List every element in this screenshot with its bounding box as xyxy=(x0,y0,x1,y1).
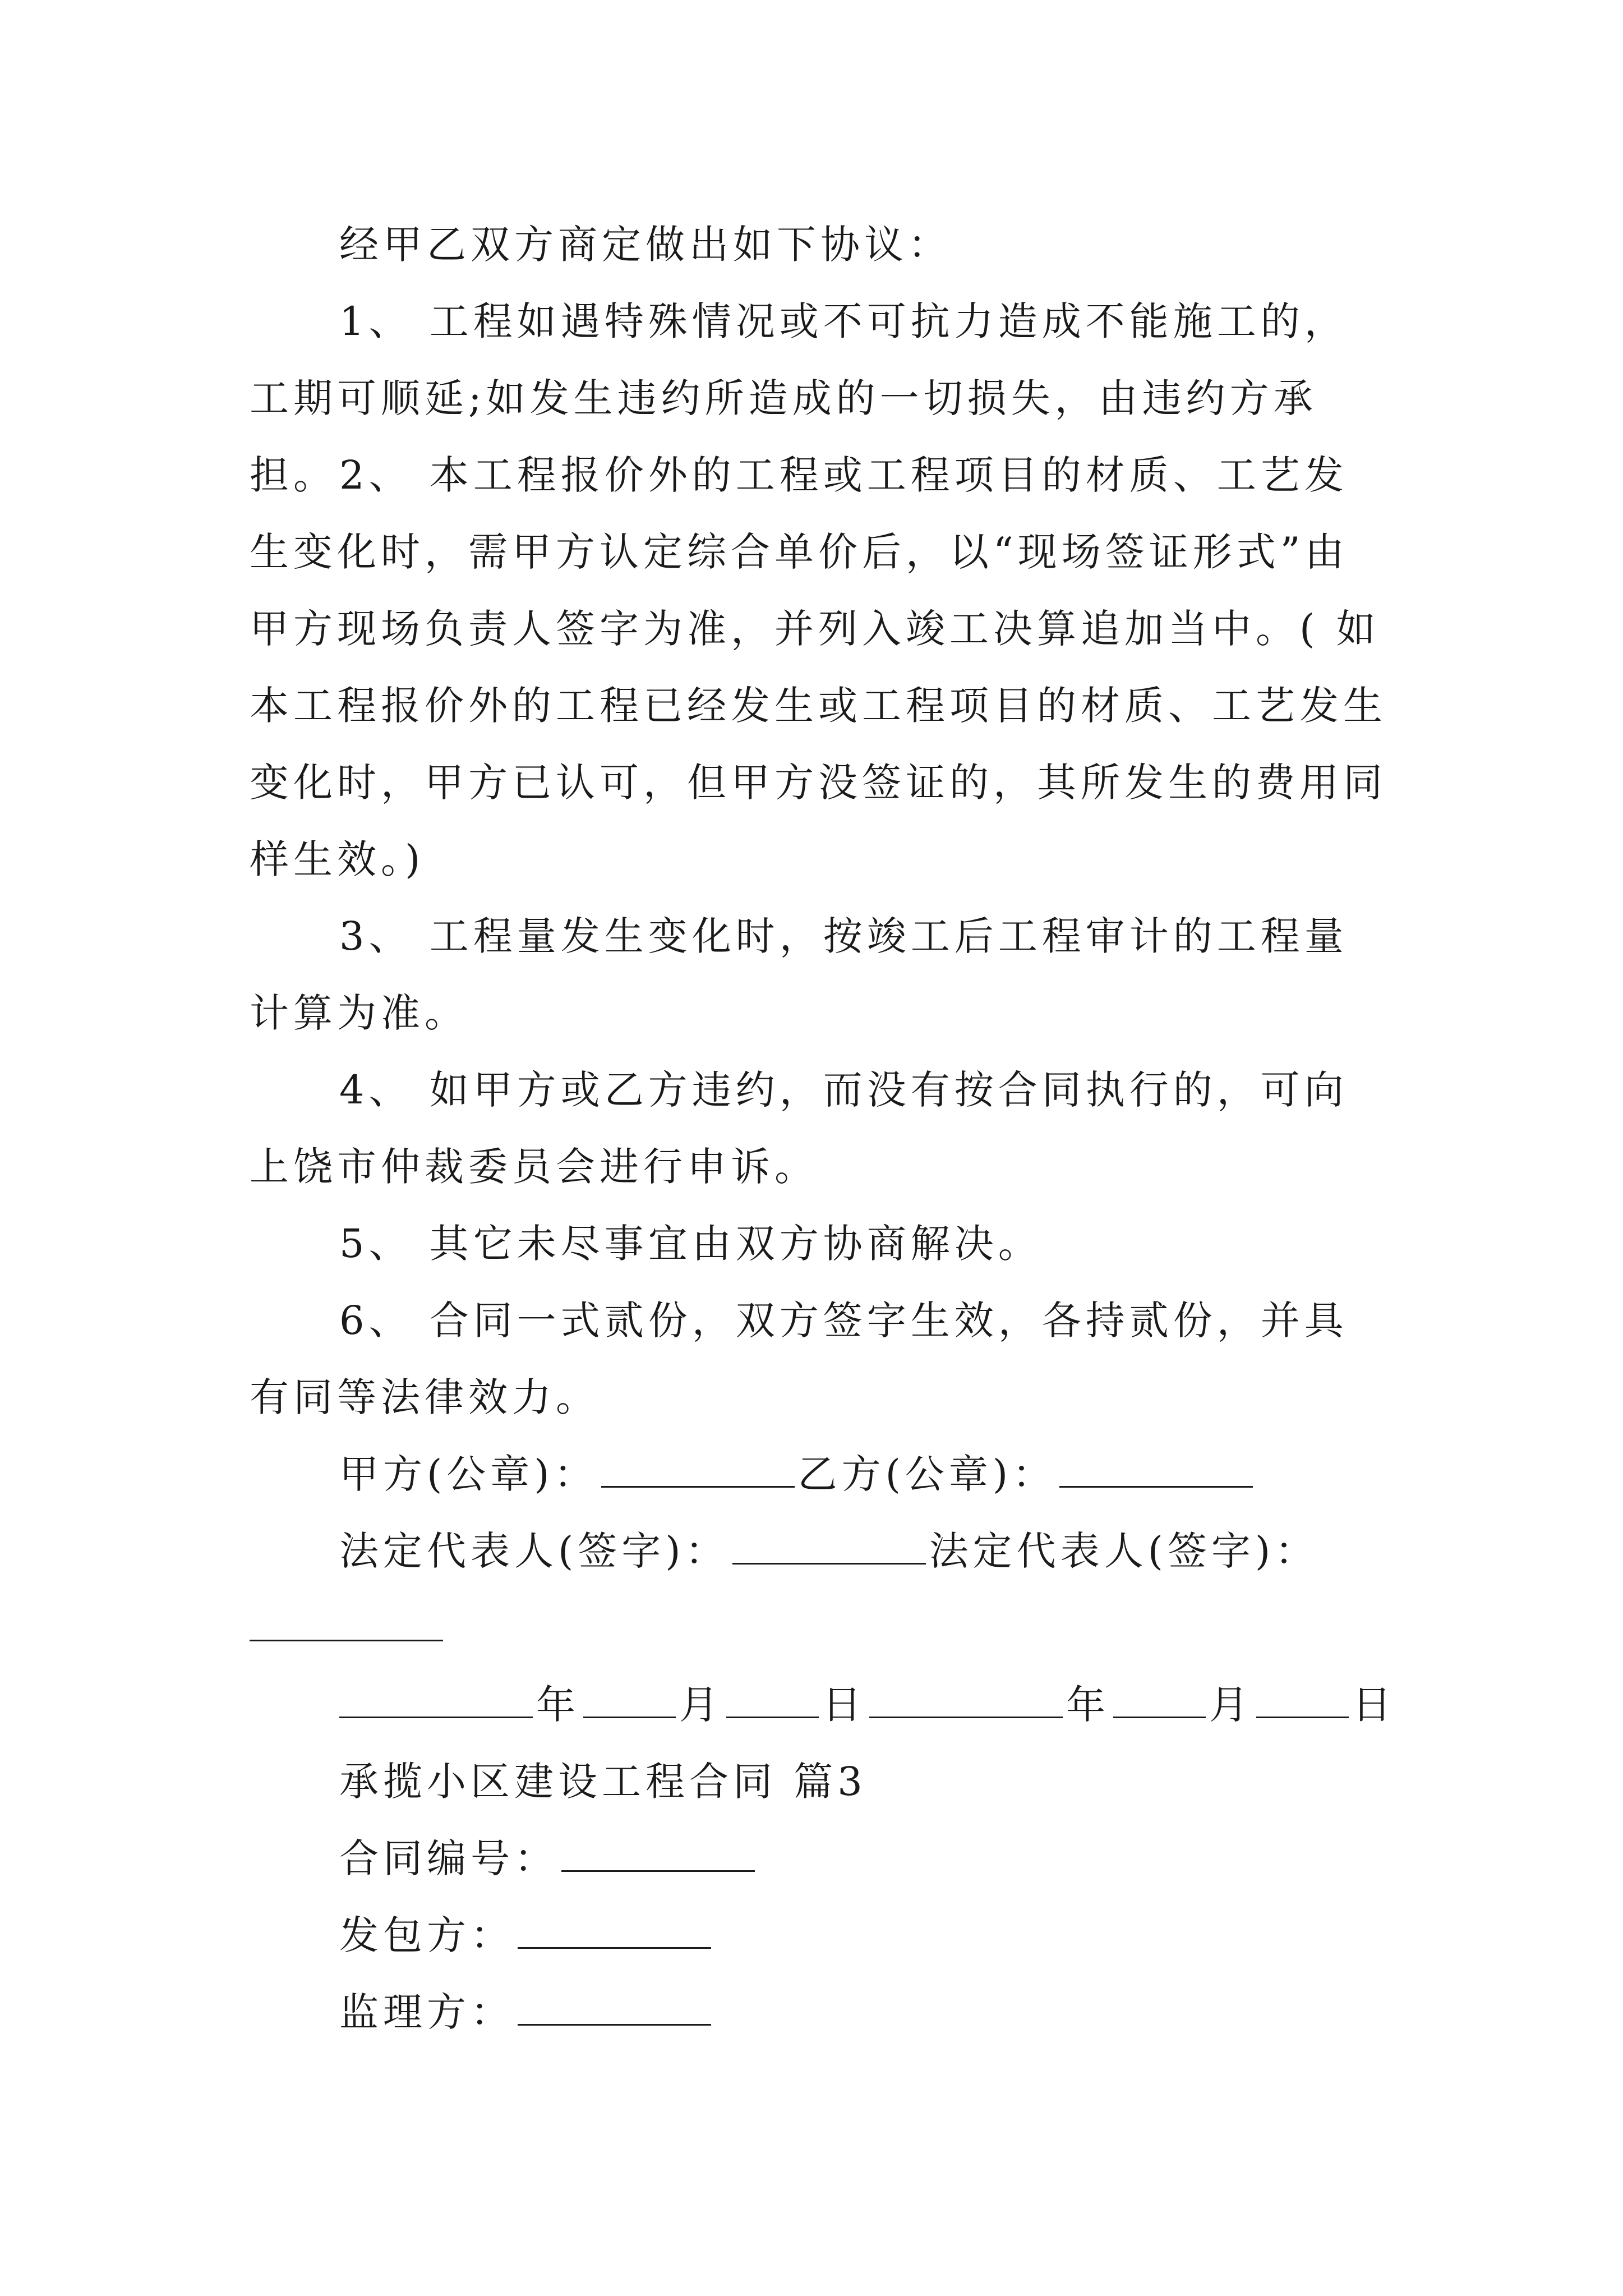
clause-2 xyxy=(250,437,1391,898)
supervisor-line xyxy=(339,1974,714,2051)
representative-line xyxy=(339,1513,1318,1590)
supervisor-field[interactable] xyxy=(518,1990,711,2026)
clause-6-text: 6、 合同一式贰份，双方签字生效，各持贰份，并具有同等法律效力。 xyxy=(250,1297,1348,1420)
date-a-day-label: 日 xyxy=(822,1682,866,1728)
party-a-seal-label: 甲方(公章)： xyxy=(339,1451,598,1497)
date-a-day-field[interactable] xyxy=(726,1683,819,1718)
party-b-seal-field[interactable] xyxy=(1059,1452,1253,1488)
clause-5-text: 5、 其它未尽事宜由双方协商解决。 xyxy=(339,1221,1042,1267)
rep-a-signature-field[interactable] xyxy=(732,1529,926,1565)
date-b-year-field[interactable] xyxy=(869,1683,1063,1718)
clause-5 xyxy=(250,1205,1391,1282)
contract-number-label: 合同编号： xyxy=(339,1835,558,1881)
contractor-field[interactable] xyxy=(518,1913,711,1949)
clause-4-text: 4、 如甲方或乙方违约，而没有按合同执行的，可向上饶市仲裁委员会进行申诉。 xyxy=(250,1067,1348,1190)
rep-b-signature-field[interactable] xyxy=(250,1606,443,1641)
clause-2-text: 2、 本工程报价外的工程或工程项目的材质、工艺发生变化时，需甲方认定综合单价后，以“现场签证形式”由甲方现场负责人签字为准，并列入竣工决算追加当中。( 如本工程报价外的工程已经发生或工程项目的材质、工艺发生变化时，甲方已认可，但甲方没签证的，其所发生的费用同样生效。) xyxy=(250,452,1387,882)
date-a-year-label: 年 xyxy=(536,1682,580,1728)
contract-number-line xyxy=(339,1820,758,1897)
agreement-intro: 经甲乙双方商定做出如下协议： xyxy=(339,222,952,268)
date-b-month-label: 月 xyxy=(1209,1682,1253,1728)
party-a-seal-field[interactable] xyxy=(601,1452,795,1488)
clause-4 xyxy=(250,1052,1391,1205)
rep-a-label: 法定代表人(签字)： xyxy=(339,1528,729,1574)
rep-b-signature-line xyxy=(250,1590,446,1667)
supervisor-label: 监理方： xyxy=(339,1989,514,2035)
date-a-month-label: 月 xyxy=(679,1682,723,1728)
rep-b-label: 法定代表人(签字)： xyxy=(929,1528,1319,1574)
date-b-day-field[interactable] xyxy=(1256,1683,1349,1718)
clause-3-text: 3、 工程量发生变化时，按竣工后工程审计的工程量计算为准。 xyxy=(250,913,1348,1036)
date-a-year-field[interactable] xyxy=(339,1683,533,1718)
clause-3 xyxy=(250,898,1391,1052)
clause-1-text: 1、 工程如遇特殊情况或不可抗力造成不能施工的，工期可顺延;如发生违约所造成的一切损失，由违约方承担。 xyxy=(250,298,1348,498)
date-a-month-field[interactable] xyxy=(583,1683,676,1718)
date-b-day-label: 日 xyxy=(1352,1682,1396,1728)
party-seal-line xyxy=(339,1436,1256,1513)
date-b-month-field[interactable] xyxy=(1113,1683,1206,1718)
contractor-line xyxy=(339,1897,714,1974)
contract-number-field[interactable] xyxy=(561,1837,755,1872)
date-line xyxy=(339,1667,1396,1743)
contractor-label: 发包方： xyxy=(339,1912,514,1958)
date-b-year-label: 年 xyxy=(1066,1682,1110,1728)
party-b-seal-label: 乙方(公章)： xyxy=(797,1451,1057,1497)
clause-6 xyxy=(250,1282,1391,1436)
section-title: 承揽小区建设工程合同 篇3 xyxy=(339,1759,867,1805)
